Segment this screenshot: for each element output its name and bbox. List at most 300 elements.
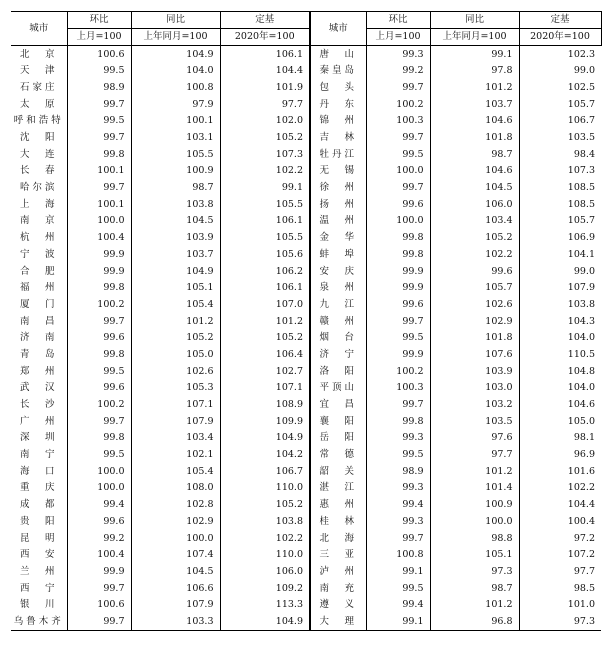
- left-yoy-cell: 97.9: [131, 96, 220, 113]
- left-mom-cell: 100.4: [67, 547, 131, 564]
- right-yoy-cell: 103.4: [430, 213, 519, 230]
- table-row: [11, 547, 601, 564]
- right-mom-cell: 99.6: [366, 296, 430, 313]
- left-city-cell: 深 圳: [19, 432, 58, 444]
- right-city-cell: 遵 义: [310, 597, 366, 614]
- table-row: [11, 396, 601, 413]
- left-mom-cell: 99.8: [67, 430, 131, 447]
- left-fixed-cell: 113.3: [220, 597, 310, 614]
- right-fixed-cell: 104.0: [519, 380, 601, 397]
- left-mom-cell: 99.5: [67, 63, 131, 80]
- right-mom-cell: 99.3: [366, 513, 430, 530]
- left-mom-cell: 99.6: [67, 380, 131, 397]
- left-mom-cell: 100.0: [67, 480, 131, 497]
- left-fixed-cell: 105.6: [220, 246, 310, 263]
- table-body: [11, 46, 601, 631]
- header-yoy-base-right: 上年同月=100: [430, 29, 519, 46]
- left-fixed-cell: 105.5: [220, 230, 310, 247]
- right-city-cell: 洛 阳: [310, 363, 366, 380]
- right-fixed-cell: 104.3: [519, 313, 601, 330]
- right-yoy-cell: 100.9: [430, 497, 519, 514]
- left-mom-cell: 99.9: [67, 263, 131, 280]
- right-mom-cell: 100.8: [366, 547, 430, 564]
- left-yoy-cell: 106.6: [131, 580, 220, 597]
- header-fixed-base-left: 2020年=100: [220, 29, 310, 46]
- table-row: [11, 146, 601, 163]
- right-mom-cell: 99.3: [366, 46, 430, 63]
- left-yoy-cell: 104.9: [131, 263, 220, 280]
- header-mom-right: 环比: [366, 12, 430, 29]
- right-yoy-cell: 103.0: [430, 380, 519, 397]
- right-yoy-cell: 104.6: [430, 113, 519, 130]
- left-fixed-cell: 105.5: [220, 196, 310, 213]
- table-header: [11, 12, 601, 46]
- left-fixed-cell: 102.0: [220, 113, 310, 130]
- left-fixed-cell: 108.9: [220, 396, 310, 413]
- left-fixed-cell: 110.0: [220, 480, 310, 497]
- left-city-cell: 福 州: [19, 282, 58, 294]
- right-mom-cell: 99.4: [366, 497, 430, 514]
- right-fixed-cell: 104.1: [519, 246, 601, 263]
- left-fixed-cell: 107.1: [220, 380, 310, 397]
- header-fixed-left: 定基: [220, 12, 310, 29]
- right-city-cell: 济 宁: [310, 346, 366, 363]
- header-fixed-right: 定基: [519, 12, 601, 29]
- right-fixed-cell: 104.0: [519, 330, 601, 347]
- left-city-cell: 沈 阳: [19, 132, 58, 144]
- left-mom-cell: 99.7: [67, 580, 131, 597]
- right-fixed-cell: 97.2: [519, 530, 601, 547]
- left-city-cell: 上 海: [19, 198, 58, 210]
- left-city-cell: 银 川: [19, 599, 58, 611]
- table-row: [11, 230, 601, 247]
- right-yoy-cell: 103.2: [430, 396, 519, 413]
- left-yoy-cell: 107.4: [131, 547, 220, 564]
- left-fixed-cell: 109.9: [220, 413, 310, 430]
- right-mom-cell: 99.5: [366, 146, 430, 163]
- right-mom-cell: 99.7: [366, 313, 430, 330]
- left-mom-cell: 100.0: [67, 463, 131, 480]
- left-mom-cell: 99.4: [67, 497, 131, 514]
- right-fixed-cell: 106.7: [519, 113, 601, 130]
- right-fixed-cell: 101.0: [519, 597, 601, 614]
- left-mom-cell: 100.2: [67, 396, 131, 413]
- right-fixed-cell: 99.0: [519, 263, 601, 280]
- left-city-cell: 合 肥: [19, 265, 58, 277]
- table-row: [11, 246, 601, 263]
- right-yoy-cell: 101.2: [430, 79, 519, 96]
- right-yoy-cell: 104.5: [430, 180, 519, 197]
- left-city-cell: 南 昌: [19, 315, 58, 327]
- header-yoy-left: 同比: [131, 12, 220, 29]
- right-yoy-cell: 97.7: [430, 447, 519, 464]
- left-mom-cell: 99.6: [67, 513, 131, 530]
- header-yoy-right: 同比: [430, 12, 519, 29]
- left-fixed-cell: 105.2: [220, 497, 310, 514]
- right-city-cell: 大 理: [310, 613, 366, 630]
- left-city-cell: 兰 州: [19, 565, 58, 577]
- right-yoy-cell: 101.8: [430, 330, 519, 347]
- left-mom-cell: 99.5: [67, 447, 131, 464]
- right-fixed-cell: 104.4: [519, 497, 601, 514]
- right-yoy-cell: 102.2: [430, 246, 519, 263]
- right-fixed-cell: 105.7: [519, 96, 601, 113]
- right-fixed-cell: 106.9: [519, 230, 601, 247]
- left-city-cell: 北 京: [19, 48, 58, 60]
- right-yoy-cell: 97.6: [430, 430, 519, 447]
- table-row: [11, 196, 601, 213]
- right-yoy-cell: 98.7: [430, 580, 519, 597]
- table-row: [11, 580, 601, 597]
- left-fixed-cell: 106.7: [220, 463, 310, 480]
- right-city-cell: 金 华: [310, 230, 366, 247]
- left-fixed-cell: 106.0: [220, 563, 310, 580]
- left-city-cell: 长 沙: [19, 399, 58, 411]
- right-city-cell: 温 州: [310, 213, 366, 230]
- header-city-right: 城市: [310, 12, 366, 46]
- right-mom-cell: 99.7: [366, 530, 430, 547]
- left-fixed-cell: 103.8: [220, 513, 310, 530]
- right-city-cell: 宜 昌: [310, 396, 366, 413]
- right-city-cell: 唐 山: [310, 46, 366, 63]
- right-mom-cell: 99.5: [366, 580, 430, 597]
- left-city-cell: 济 南: [19, 332, 58, 344]
- right-yoy-cell: 101.2: [430, 463, 519, 480]
- left-yoy-cell: 107.9: [131, 597, 220, 614]
- left-mom-cell: 99.9: [67, 563, 131, 580]
- header-mom-left: 环比: [67, 12, 131, 29]
- left-fixed-cell: 101.2: [220, 313, 310, 330]
- right-fixed-cell: 107.2: [519, 547, 601, 564]
- left-city-cell: 长 春: [19, 165, 58, 177]
- header-mom-base-right: 上月=100: [366, 29, 430, 46]
- left-city-cell: 广 州: [19, 415, 58, 427]
- left-fixed-cell: 109.2: [220, 580, 310, 597]
- table-row: [11, 330, 601, 347]
- left-mom-cell: 100.6: [67, 597, 131, 614]
- table-row: [11, 497, 601, 514]
- table-row: [11, 346, 601, 363]
- left-fixed-cell: 107.0: [220, 296, 310, 313]
- left-yoy-cell: 105.3: [131, 380, 220, 397]
- left-fixed-cell: 102.7: [220, 363, 310, 380]
- right-yoy-cell: 102.9: [430, 313, 519, 330]
- right-city-cell: 牡丹江: [310, 146, 366, 163]
- right-mom-cell: 100.0: [366, 213, 430, 230]
- right-fixed-cell: 97.7: [519, 563, 601, 580]
- left-fixed-cell: 104.2: [220, 447, 310, 464]
- right-mom-cell: 99.7: [366, 396, 430, 413]
- left-mom-cell: 100.1: [67, 163, 131, 180]
- right-yoy-cell: 103.9: [430, 363, 519, 380]
- left-mom-cell: 100.0: [67, 213, 131, 230]
- table-row: [11, 613, 601, 630]
- right-mom-cell: 99.5: [366, 447, 430, 464]
- left-mom-cell: 99.5: [67, 113, 131, 130]
- header-fixed-base-right: 2020年=100: [519, 29, 601, 46]
- left-city-cell: 大 连: [19, 148, 58, 160]
- table-row: [11, 163, 601, 180]
- right-city-cell: 包 头: [310, 79, 366, 96]
- left-mom-cell: 99.7: [67, 313, 131, 330]
- right-fixed-cell: 98.5: [519, 580, 601, 597]
- left-city-cell: 昆 明: [19, 532, 58, 544]
- left-yoy-cell: 98.7: [131, 180, 220, 197]
- right-mom-cell: 99.4: [366, 597, 430, 614]
- right-mom-cell: 99.7: [366, 129, 430, 146]
- right-city-cell: 泸 州: [310, 563, 366, 580]
- right-city-cell: 扬 州: [310, 196, 366, 213]
- left-city-cell: 天 津: [19, 65, 58, 77]
- right-mom-cell: 100.3: [366, 113, 430, 130]
- table-row: [11, 380, 601, 397]
- right-city-cell: 平顶山: [310, 380, 366, 397]
- left-city-cell: 南 宁: [19, 449, 58, 461]
- left-mom-cell: 99.7: [67, 613, 131, 630]
- left-fixed-cell: 110.0: [220, 547, 310, 564]
- right-mom-cell: 99.1: [366, 563, 430, 580]
- left-city-cell: 南 京: [19, 215, 58, 227]
- table-row: [11, 280, 601, 297]
- right-city-cell: 南 充: [310, 580, 366, 597]
- table-row: [11, 563, 601, 580]
- left-yoy-cell: 105.5: [131, 146, 220, 163]
- right-city-cell: 九 江: [310, 296, 366, 313]
- right-yoy-cell: 101.8: [430, 129, 519, 146]
- right-city-cell: 安 庆: [310, 263, 366, 280]
- right-fixed-cell: 98.4: [519, 146, 601, 163]
- price-index-table: [11, 11, 602, 631]
- table-row: [11, 213, 601, 230]
- header-mom-base-left: 上月=100: [67, 29, 131, 46]
- left-yoy-cell: 107.1: [131, 396, 220, 413]
- left-mom-cell: 99.8: [67, 346, 131, 363]
- left-fixed-cell: 104.9: [220, 613, 310, 630]
- table-row: [11, 129, 601, 146]
- right-fixed-cell: 108.5: [519, 196, 601, 213]
- right-mom-cell: 99.1: [366, 613, 430, 630]
- left-yoy-cell: 103.3: [131, 613, 220, 630]
- right-fixed-cell: 100.4: [519, 513, 601, 530]
- left-yoy-cell: 103.1: [131, 129, 220, 146]
- right-yoy-cell: 101.2: [430, 597, 519, 614]
- right-fixed-cell: 107.9: [519, 280, 601, 297]
- right-fixed-cell: 102.2: [519, 480, 601, 497]
- left-fixed-cell: 102.2: [220, 530, 310, 547]
- left-mom-cell: 99.2: [67, 530, 131, 547]
- right-fixed-cell: 99.0: [519, 63, 601, 80]
- left-mom-cell: 99.7: [67, 180, 131, 197]
- right-mom-cell: 100.0: [366, 163, 430, 180]
- left-yoy-cell: 105.2: [131, 330, 220, 347]
- left-fixed-cell: 105.2: [220, 129, 310, 146]
- table-row: [11, 413, 601, 430]
- right-mom-cell: 99.3: [366, 430, 430, 447]
- right-city-cell: 岳 阳: [310, 430, 366, 447]
- left-fixed-cell: 97.7: [220, 96, 310, 113]
- right-city-cell: 韶 关: [310, 463, 366, 480]
- right-city-cell: 襄 阳: [310, 413, 366, 430]
- right-mom-cell: 99.8: [366, 246, 430, 263]
- right-yoy-cell: 103.5: [430, 413, 519, 430]
- left-city-cell: 西 宁: [19, 582, 58, 594]
- left-city-cell: 武 汉: [19, 382, 58, 394]
- table-row: [11, 447, 601, 464]
- left-yoy-cell: 102.1: [131, 447, 220, 464]
- table-row: [11, 96, 601, 113]
- left-fixed-cell: 106.1: [220, 280, 310, 297]
- right-city-cell: 锦 州: [310, 113, 366, 130]
- left-yoy-cell: 108.0: [131, 480, 220, 497]
- table-row: [11, 263, 601, 280]
- left-yoy-cell: 105.4: [131, 463, 220, 480]
- right-yoy-cell: 106.0: [430, 196, 519, 213]
- left-mom-cell: 99.8: [67, 280, 131, 297]
- left-city-cell: 宁 波: [19, 248, 58, 260]
- right-fixed-cell: 103.5: [519, 129, 601, 146]
- right-fixed-cell: 102.5: [519, 79, 601, 96]
- right-fixed-cell: 101.6: [519, 463, 601, 480]
- right-fixed-cell: 104.8: [519, 363, 601, 380]
- right-fixed-cell: 105.7: [519, 213, 601, 230]
- left-yoy-cell: 102.9: [131, 513, 220, 530]
- right-city-cell: 桂 林: [310, 513, 366, 530]
- left-fixed-cell: 101.9: [220, 79, 310, 96]
- right-mom-cell: 100.2: [366, 96, 430, 113]
- left-yoy-cell: 107.9: [131, 413, 220, 430]
- right-city-cell: 蚌 埠: [310, 246, 366, 263]
- left-city-cell: 太 原: [19, 98, 58, 110]
- right-yoy-cell: 105.1: [430, 547, 519, 564]
- left-city-cell: 成 都: [19, 499, 58, 511]
- right-fixed-cell: 105.0: [519, 413, 601, 430]
- right-yoy-cell: 105.2: [430, 230, 519, 247]
- left-yoy-cell: 100.1: [131, 113, 220, 130]
- right-city-cell: 徐 州: [310, 180, 366, 197]
- left-yoy-cell: 104.5: [131, 563, 220, 580]
- right-yoy-cell: 96.8: [430, 613, 519, 630]
- right-city-cell: 丹 东: [310, 96, 366, 113]
- right-city-cell: 烟 台: [310, 330, 366, 347]
- right-yoy-cell: 99.1: [430, 46, 519, 63]
- left-mom-cell: 99.9: [67, 246, 131, 263]
- right-fixed-cell: 97.3: [519, 613, 601, 630]
- right-mom-cell: 99.6: [366, 196, 430, 213]
- right-yoy-cell: 97.3: [430, 563, 519, 580]
- right-fixed-cell: 108.5: [519, 180, 601, 197]
- right-yoy-cell: 107.6: [430, 346, 519, 363]
- right-mom-cell: 99.7: [366, 180, 430, 197]
- table-row: [11, 46, 601, 63]
- right-yoy-cell: 101.4: [430, 480, 519, 497]
- left-yoy-cell: 104.5: [131, 213, 220, 230]
- right-mom-cell: 100.2: [366, 363, 430, 380]
- left-yoy-cell: 103.7: [131, 246, 220, 263]
- right-fixed-cell: 110.5: [519, 346, 601, 363]
- right-fixed-cell: 103.8: [519, 296, 601, 313]
- right-mom-cell: 99.9: [366, 263, 430, 280]
- left-mom-cell: 99.7: [67, 413, 131, 430]
- right-city-cell: 常 德: [310, 447, 366, 464]
- table-row: [11, 296, 601, 313]
- header-yoy-base-left: 上年同月=100: [131, 29, 220, 46]
- left-fixed-cell: 99.1: [220, 180, 310, 197]
- left-city-cell: 杭 州: [19, 232, 58, 244]
- right-mom-cell: 99.3: [366, 480, 430, 497]
- right-yoy-cell: 105.7: [430, 280, 519, 297]
- left-yoy-cell: 105.1: [131, 280, 220, 297]
- right-mom-cell: 99.8: [366, 413, 430, 430]
- right-city-cell: 吉 林: [310, 129, 366, 146]
- left-city-cell: 石家庄: [19, 81, 58, 93]
- left-mom-cell: 100.2: [67, 296, 131, 313]
- right-yoy-cell: 97.8: [430, 63, 519, 80]
- table-row: [11, 463, 601, 480]
- right-city-cell: 三 亚: [310, 547, 366, 564]
- right-mom-cell: 99.9: [366, 346, 430, 363]
- left-city-cell: 青 岛: [19, 348, 58, 360]
- right-yoy-cell: 100.0: [430, 513, 519, 530]
- right-mom-cell: 99.9: [366, 280, 430, 297]
- left-city-cell: 哈尔滨: [19, 182, 58, 194]
- right-mom-cell: 99.8: [366, 230, 430, 247]
- right-city-cell: 泉 州: [310, 280, 366, 297]
- table-row: [11, 480, 601, 497]
- left-mom-cell: 99.8: [67, 146, 131, 163]
- right-yoy-cell: 103.7: [430, 96, 519, 113]
- left-city-cell: 厦 门: [19, 298, 58, 310]
- left-mom-cell: 100.4: [67, 230, 131, 247]
- table-row: [11, 113, 601, 130]
- left-fixed-cell: 106.4: [220, 346, 310, 363]
- left-mom-cell: 100.1: [67, 196, 131, 213]
- left-fixed-cell: 106.2: [220, 263, 310, 280]
- left-fixed-cell: 107.3: [220, 146, 310, 163]
- left-fixed-cell: 104.4: [220, 63, 310, 80]
- right-city-cell: 湛 江: [310, 480, 366, 497]
- left-yoy-cell: 102.8: [131, 497, 220, 514]
- left-mom-cell: 98.9: [67, 79, 131, 96]
- right-mom-cell: 98.9: [366, 463, 430, 480]
- left-yoy-cell: 100.9: [131, 163, 220, 180]
- right-fixed-cell: 104.6: [519, 396, 601, 413]
- right-fixed-cell: 107.3: [519, 163, 601, 180]
- left-city-cell: 呼和浩特: [13, 115, 64, 127]
- left-yoy-cell: 103.9: [131, 230, 220, 247]
- right-city-cell: 赣 州: [310, 313, 366, 330]
- left-yoy-cell: 103.4: [131, 430, 220, 447]
- table-row: [11, 63, 601, 80]
- right-yoy-cell: 98.7: [430, 146, 519, 163]
- table-row: [11, 530, 601, 547]
- left-city-cell: 海 口: [19, 465, 58, 477]
- left-yoy-cell: 105.0: [131, 346, 220, 363]
- left-city-cell: 郑 州: [19, 365, 58, 377]
- table-row: [11, 430, 601, 447]
- right-mom-cell: 99.5: [366, 330, 430, 347]
- right-city-cell: 无 锡: [310, 163, 366, 180]
- left-city-cell: 贵 阳: [19, 515, 58, 527]
- left-yoy-cell: 105.4: [131, 296, 220, 313]
- left-fixed-cell: 104.9: [220, 430, 310, 447]
- table-row: [11, 597, 601, 614]
- left-mom-cell: 99.6: [67, 330, 131, 347]
- left-city-cell: 乌鲁木齐: [11, 613, 67, 630]
- left-yoy-cell: 104.9: [131, 46, 220, 63]
- left-fixed-cell: 106.1: [220, 46, 310, 63]
- right-yoy-cell: 98.8: [430, 530, 519, 547]
- left-mom-cell: 99.7: [67, 96, 131, 113]
